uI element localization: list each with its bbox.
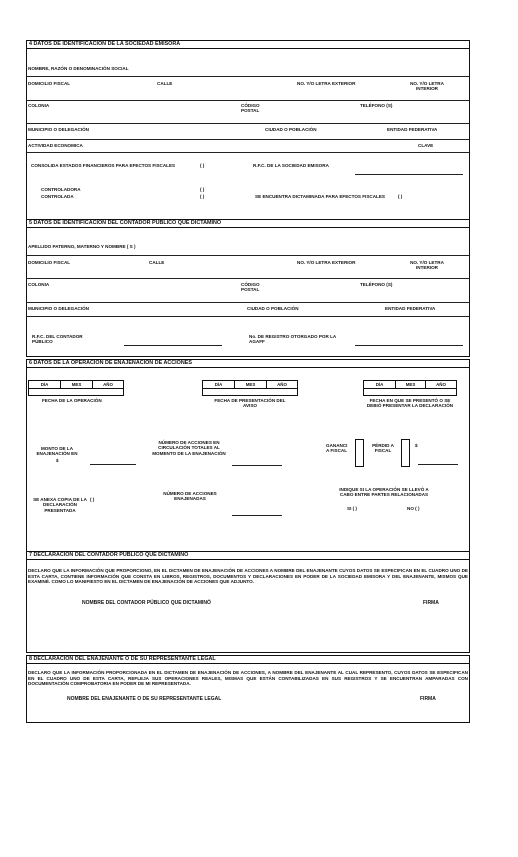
partes-label: INDIQUE SI LA OPERACIÓN SE LLEVÓ A CABO ENTRE PARTES RELACIONADAS <box>339 487 429 498</box>
controlada-check[interactable]: ( ) <box>200 194 205 199</box>
mes-header: MES <box>396 381 426 388</box>
codigo-postal-label: CÓDIGO POSTAL <box>241 103 260 114</box>
fecha-operacion-label: FECHA DE LA OPERACIÓN <box>42 398 102 403</box>
calle-label: CALLE <box>157 81 173 86</box>
ganancia-label: GANANCI A FISCAL <box>326 443 348 454</box>
ano-header: AÑO <box>277 382 287 387</box>
registro-label: No. DE REGISTRO OTORGADO POR LA AGAFF <box>249 334 337 345</box>
section-6-title: 6 DATOS DE LA OPERACIÓN DE ENAJENACIÓN DE ACCIONES <box>29 360 192 366</box>
divider <box>27 316 469 317</box>
rfc-contador-label: R.F.C. DEL CONTADOR PÚBLICO <box>32 334 83 345</box>
entidad-label: ENTIDAD FEDERATIVA <box>385 306 436 311</box>
divider <box>27 302 469 303</box>
rfc-emisora-label: R.F.C. DE LA SOCIEDAD EMISORA <box>253 163 329 168</box>
controladora-label: CONTROLADORA <box>41 187 81 192</box>
section-4-box <box>26 48 470 222</box>
fecha-aviso-box[interactable] <box>202 380 298 396</box>
divider <box>27 139 469 140</box>
controladora-check[interactable]: ( ) <box>200 187 205 192</box>
codigo-postal-label: CÓDIGO POSTAL <box>241 282 260 293</box>
ciudad-label: CIUDAD O POBLACIÓN <box>265 127 317 132</box>
resultado-line[interactable] <box>418 464 458 465</box>
ganancia-check[interactable] <box>355 439 364 467</box>
colonia-label: COLONIA <box>28 103 50 108</box>
firma-label: FIRMA <box>423 600 439 606</box>
telefono-label: TELÉFONO (S) <box>360 282 393 287</box>
nombre-label: NOMBRE, RAZÓN O DENOMINACIÓN SOCIAL <box>28 66 129 71</box>
consolida-label: CONSOLIDA ESTADOS FINANCIEROS PARA EFECTOS FISCALES <box>31 163 176 168</box>
fecha-aviso-label: FECHA DE PRESENTACIÓN DEL AVISO <box>214 398 286 409</box>
si-check[interactable]: SI ( ) <box>347 506 357 511</box>
section-8-title: 8 DECLARACIÓN DEL ENAJENANTE O DE SU REPRESENTANTE LEGAL <box>29 656 216 662</box>
num-circulacion-label: NÚMERO DE ACCIONES EN CIRCULACIÓN TOTALES AL MOMENTO DE LA ENAJENACIÓN <box>152 440 226 456</box>
no-check[interactable]: NO ( ) <box>407 506 420 511</box>
divider <box>27 100 469 101</box>
dollar-sign: $ <box>56 458 59 463</box>
num-circulacion-line[interactable] <box>232 465 282 466</box>
registro-line[interactable] <box>355 345 463 346</box>
divider <box>27 278 469 279</box>
dollar-sign: $ <box>415 443 418 448</box>
dia-header: DÍA <box>203 381 235 388</box>
no-exterior-label: NO. Y/O LETRA EXTERIOR <box>297 81 356 86</box>
actividad-label: ACTIVIDAD ECONOMICA <box>28 143 83 148</box>
mes-header: MES <box>61 381 93 388</box>
anexa-label: SE ANEXA COPIA DE LA DECLARACIÓN PRESENTADA <box>33 497 87 513</box>
divider <box>27 76 469 77</box>
nombre-enajenante-label: NOMBRE DEL ENAJENANTE O DE SU REPRESENTANTE LEGAL <box>67 696 222 702</box>
divider <box>27 255 469 256</box>
fecha-declaracion-box[interactable] <box>363 380 457 396</box>
num-enajenadas-line[interactable] <box>232 515 282 516</box>
rfc-contador-line[interactable] <box>124 345 222 346</box>
section-4-title: 4 DATOS DE IDENTIFICACIÓN DE LA SOCIEDAD EMISORA <box>29 41 181 47</box>
perdida-check[interactable] <box>401 439 410 467</box>
section-7-title: 7 DECLARACIÓN DEL CONTADOR PÚBLICO QUE DICTAMINÓ <box>29 552 189 558</box>
consolida-check[interactable]: ( ) <box>200 163 205 168</box>
no-interior-label: NO. Y/O LETRA INTERIOR <box>410 81 444 92</box>
date-input-row[interactable] <box>29 388 123 389</box>
date-input-row[interactable] <box>364 388 456 389</box>
divider <box>27 123 469 124</box>
dictaminada-label: SE ENCUENTRA DICTAMINADA PARA EFECTOS FISCALES <box>255 194 385 199</box>
no-interior-label: NO. Y/O LETRA INTERIOR <box>410 260 444 271</box>
fecha-declaracion-label: FECHA EN QUE SE PRESENTÓ O SE DEBIÓ PRESENTAR LA DECLARACIÓN <box>366 398 454 409</box>
section-5-title: 5 DATOS DE IDENTIFICACION DEL CONTADOR PÚBLICO QUE DICTAMINO <box>29 220 222 226</box>
clave-label: CLAVE <box>418 143 434 148</box>
domicilio-label: DOMICILIO FISCAL <box>28 81 71 86</box>
monto-label: MONTO DE LA ENAJENACIÓN EN <box>36 446 78 457</box>
anexa-check[interactable]: ( ) <box>90 497 95 502</box>
divider <box>27 152 469 153</box>
declaracion-enajenante-text: DECLARO QUE LA INFORMACIÓN PROPORCIONADA EN EL DICTAMEN DE ENAJENACIÓN DE ACCIONES, A NOMBRE DEL ENAJENANTE AL CUAL REPRESENTO, CUYOS DATOS SE ESPECIFICAN EN EL CUADRO UNO DE ESTA CARTA, REFLEJA SUS OPERACIONES REALES, MISMAS QUE ESTÁN CONTABILIZADAS EN SUS REGISTROS Y SE ENCUENTRAN AMPARADAS CON DOCUMENTACIÓN COMPROBATORIA EN PODER DE MI REPRESENTADA. <box>28 670 468 687</box>
ciudad-label: CIUDAD O POBLACIÓN <box>247 306 299 311</box>
ano-header: AÑO <box>436 382 446 387</box>
municipio-label: MUNICIPIO O DELEGACIÓN <box>28 306 89 311</box>
calle-label: CALLE <box>149 260 165 265</box>
telefono-label: TELÉFONO (S) <box>360 103 393 108</box>
perdida-label: PÉRDID A FISCAL <box>372 443 394 454</box>
colonia-label: COLONIA <box>28 282 50 287</box>
date-input-row[interactable] <box>203 388 297 389</box>
municipio-label: MUNICIPIO O DELEGACIÓN <box>28 127 89 132</box>
monto-line[interactable] <box>90 464 136 465</box>
ano-header: AÑO <box>103 382 113 387</box>
rfc-emisora-line[interactable] <box>355 174 463 175</box>
declaracion-contador-text: DECLARO QUE LA INFORMACIÓN QUE PROPORCIONO, EN EL DICTAMEN DE ENAJENACIÓN DE ACCIONES A NOMBRE DEL ENAJENANTE CUYOS DATOS SE ESPECIFICAN EN EL CUADRO UNO DE ESTA CARTA, CONTIENE INFORMACIÓN QUE CONSTA EN LIBROS, REGISTROS, DOCUMENTOS Y DECLARACIONES EN PODER DE LA SOCIEDAD EMISORA Y DEL ENAJENANTE, MISMOS QUE EXAMINÉ. COMO LO MANIFIESTO EN EL DICTAMEN DE ENAJENACIÓN DE ACCIONES QUE ADJUNTO. <box>28 568 468 585</box>
firma-label: FIRMA <box>420 696 436 702</box>
fecha-operacion-box[interactable] <box>28 380 124 396</box>
dictaminada-check[interactable]: ( ) <box>398 194 403 199</box>
domicilio-label: DOMICILIO FISCAL <box>28 260 71 265</box>
num-enajenadas-label: NÚMERO DE ACCIONES ENAJENADAS <box>163 491 217 502</box>
no-exterior-label: NO. Y/O LETRA EXTERIOR <box>297 260 356 265</box>
controlada-label: CONTROLADA <box>41 194 74 199</box>
nombre-contador-label: NOMBRE DEL CONTADOR PÚBLICO QUE DICTAMINÓ <box>82 600 211 606</box>
dia-header: DÍA <box>29 381 61 388</box>
dia-header: DÍA <box>364 381 396 388</box>
apellido-label: APELLIDO PATERNO, MATERNO Y NOMBRE ( S ) <box>28 244 136 249</box>
mes-header: MES <box>235 381 267 388</box>
entidad-label: ENTIDAD FEDERATIVA <box>387 127 438 132</box>
